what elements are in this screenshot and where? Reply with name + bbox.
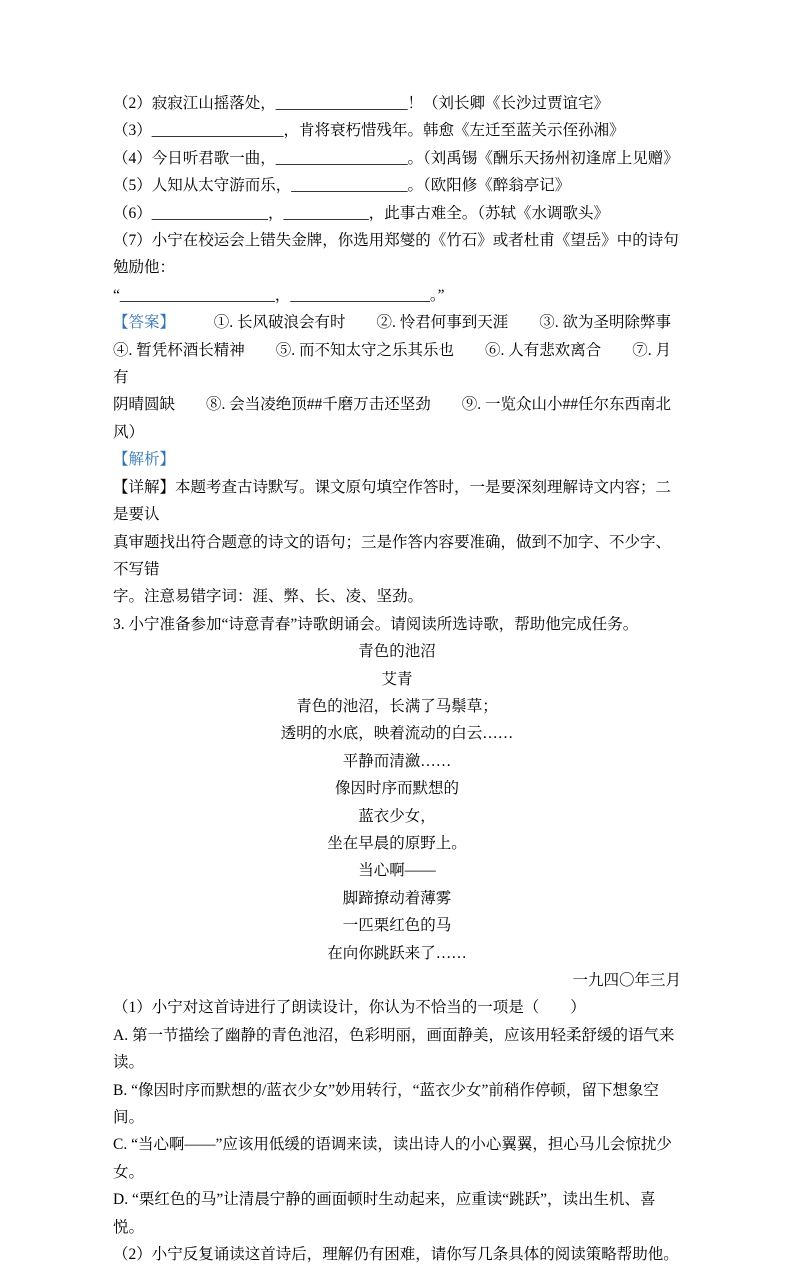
text-line: 脚蹄撩动着薄雾 xyxy=(342,889,452,907)
answer-line xyxy=(113,309,681,336)
q1-stem: （1）小宁对这首诗进行了朗读设计，你认为不恰当的一项是（ ） xyxy=(113,999,586,1017)
answer-section-label: 【答案】 xyxy=(113,314,168,332)
q2-stem: （2）小宁反复诵读这首诗后，理解仍有困难，请你写几条具体的阅读策略帮助他。 xyxy=(113,1246,679,1264)
detail-explanation-paragraph xyxy=(113,474,681,611)
text-line: 一匹栗红色的马 xyxy=(342,917,452,935)
poem-author: 艾青 xyxy=(381,670,413,688)
text-line: 当心啊—— xyxy=(358,862,436,880)
fill-in-questions-section xyxy=(113,90,681,309)
text-line: 坐在早晨的原野上。 xyxy=(327,834,467,852)
text-line: 【详解】本题考查古诗默写。课文原句填空作答时，一是要深刻理解诗文内容；二是要认 xyxy=(113,478,672,524)
text-line: 透明的水底，映着流动的白云…… xyxy=(280,725,514,743)
text-line: 蓝衣少女， xyxy=(358,807,436,825)
q1-choices xyxy=(113,1022,681,1241)
text-line: B. “像因时序而默想的/蓝衣少女”妙用转行，“蓝衣少女”前稍作停顿，留下想象空间。 xyxy=(113,1081,659,1127)
text-line: 青色的池沼，长满了马鬃草； xyxy=(296,697,498,715)
poem-body xyxy=(113,693,681,967)
text-line: （5）人知从太守游而乐，_______________。（欧阳修《醉翁亭记》 xyxy=(113,177,571,195)
analysis-section-label: 【解析】 xyxy=(113,451,176,469)
text-line: 像因时序而默想的 xyxy=(334,780,459,798)
text-line: 字。注意易错字词：涯、弊、长、凌、坚劲。 xyxy=(113,588,424,606)
text-line: （2）寂寂江山摇落处，_________________！（刘长卿《长沙过贾谊宅》 xyxy=(113,95,610,112)
poem-date: 一九四〇年三月 xyxy=(572,972,681,989)
question3-intro: 3. 小宁准备参加“诗意青春”诗歌朗诵会。请阅读所选诗歌，帮助他完成任务。 xyxy=(113,615,639,633)
text-line: 真审题找出符合题意的诗文的语句；三是作答内容要准确，做到不加字、不少字、不写错 xyxy=(113,533,672,578)
analysis-line xyxy=(113,446,681,473)
text-line: （6）_______________，___________，此事古难全。（苏轼《水调歌头》 xyxy=(113,204,610,222)
text-line: ④. 暂凭杯酒长精神 ⑤. 而不知太守之乐其乐也 ⑥. 人有悲欢离合 ⑦. 月有 xyxy=(113,341,672,387)
text-line: A. 第一节描绘了幽静的青色池沼，色彩明丽，画面静美，应该用轻柔舒缓的语气来读。 xyxy=(113,1026,675,1072)
text-line: 阴晴圆缺 ⑧. 会当凌绝顶##千磨万击还坚劲 ⑨. 一览众山小##任尔东西南北风） xyxy=(113,396,672,441)
text-line: 在向你跳跃来了…… xyxy=(327,944,467,962)
poem-title: 青色的池沼 xyxy=(358,643,436,661)
answer-continuation-lines xyxy=(113,337,681,447)
text-line: D. “栗红色的马”让清晨宁静的画面顿时生动起来，应重读“跳跃”，读出生机、喜悦。 xyxy=(113,1191,656,1236)
text-line: （7）小宁在校运会上错失金牌，你选用郑燮的《竹石》或者杜甫《望岳》中的诗句勉励他： xyxy=(113,232,679,277)
text-line: （4）今日听君歌一曲，_________________。（刘禹锡《酬乐天扬州初逢席上见赠》 xyxy=(113,149,679,167)
answer-items-line1: ①. 长风破浪会有时 ②. 怜君何事到天涯 ③. 欲为圣明除弊事 xyxy=(167,314,672,332)
text-line: C. “当心啊——”应该用低缓的语调来读，读出诗人的小心翼翼，担心马儿会惊扰少女。 xyxy=(113,1136,672,1181)
text-line: “____________________，__________________。” xyxy=(113,286,445,304)
text-line: （3）_________________，肯将衰朽惜残年。韩愈《左迁至蓝关示侄孙湘》 xyxy=(113,122,625,140)
text-line: 平静而清瀲…… xyxy=(342,752,452,770)
